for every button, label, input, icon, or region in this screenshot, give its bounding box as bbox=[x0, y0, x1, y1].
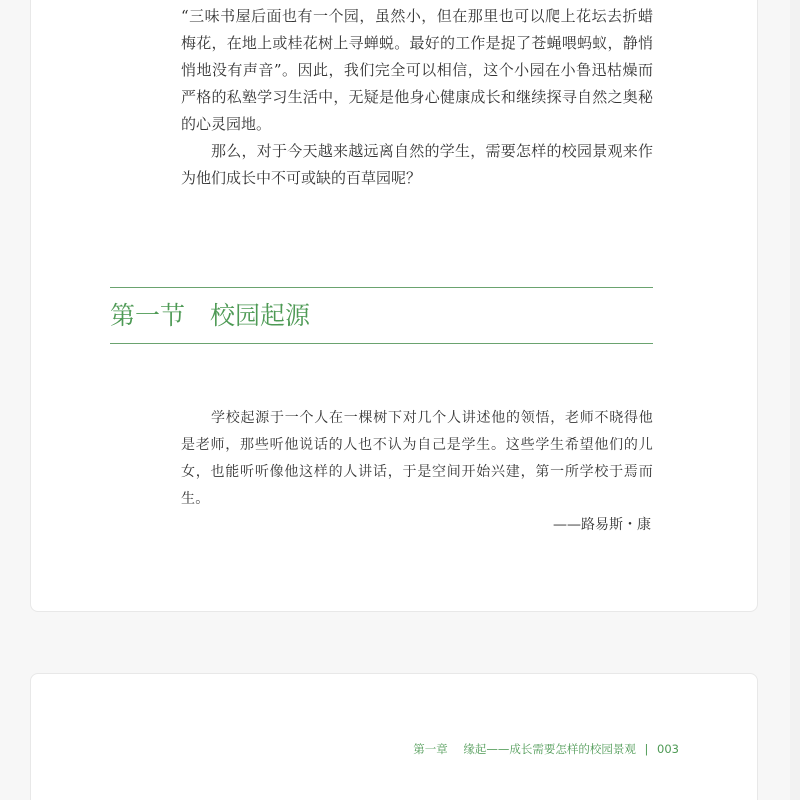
section-rule-bottom bbox=[110, 343, 653, 344]
page-number: 003 bbox=[657, 742, 679, 756]
epigraph-author: ——路易斯・康 bbox=[553, 517, 651, 533]
section-rule-top bbox=[110, 287, 653, 288]
section-title: 第一节 校园起源 bbox=[110, 301, 311, 330]
running-header-separator: | bbox=[644, 742, 649, 756]
book-page-upper bbox=[30, 0, 758, 612]
running-header bbox=[413, 740, 679, 758]
running-header-chapter: 第一章 bbox=[413, 742, 448, 756]
body-paragraph-lu-xun-garden: “三味书屋后面也有一个园，虽然小，但在那里也可以爬上花坛去折蜡梅花，在地上或桂花树上寻蝉蜕。最好的工作是捉了苍蝇喂蚂蚁，静悄悄地没有声音”。因此，我们完全可以相信，这个小园在小鲁迅枯燥而严格的私塾学习生活中，无疑是他身心健康成长和继续探寻自然之奥秘的心灵园地。 bbox=[181, 7, 653, 133]
running-header-title: 缘起——成长需要怎样的校园景观 bbox=[463, 742, 636, 756]
body-paragraph-question: 那么，对于今天越来越远离自然的学生，需要怎样的校园景观来作为他们成长中不可或缺的百草园呢？ bbox=[181, 142, 653, 187]
scrollbar-track[interactable] bbox=[790, 0, 800, 800]
epigraph-quote: 学校起源于一个人在一棵树下对几个人讲述他的领悟，老师不晓得他是老师，那些听他说话的人也不认为自己是学生。这些学生希望他们的儿女，也能听听像他这样的人讲话，于是空间开始兴建，第一所学校于焉而生。 bbox=[181, 410, 653, 507]
book-page-lower bbox=[30, 673, 758, 800]
